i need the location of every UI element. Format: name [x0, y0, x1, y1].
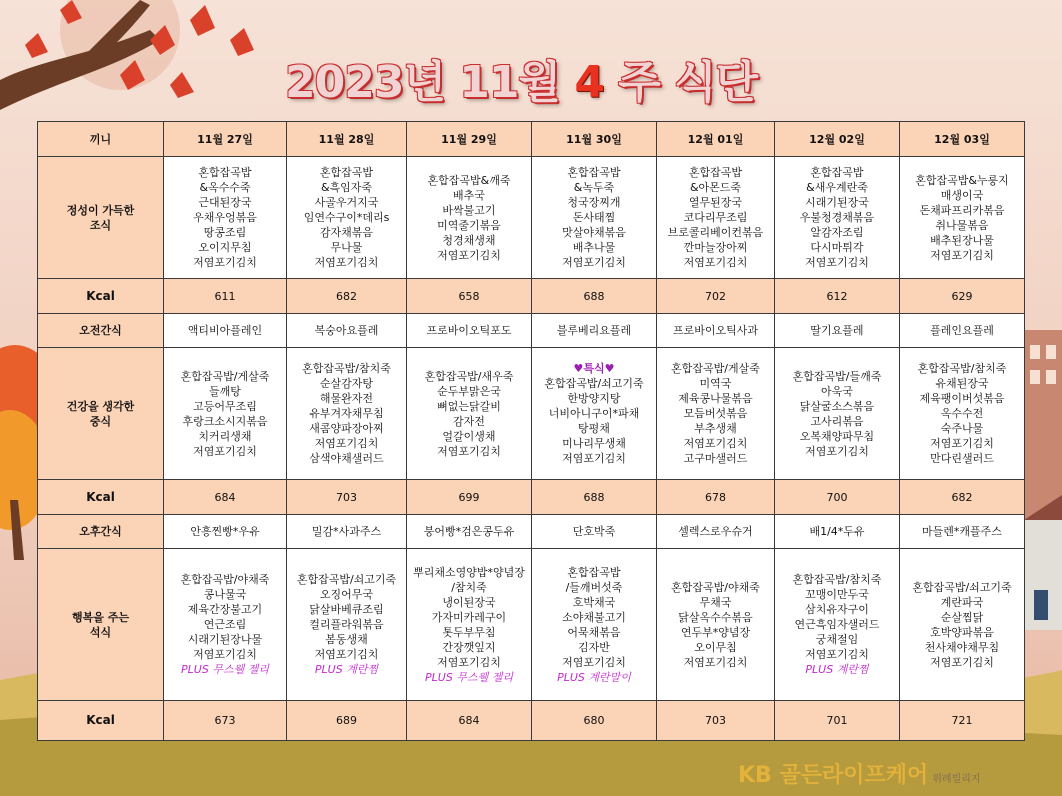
dish-item: 혼합잡곡밥/쇠고기죽	[912, 580, 1012, 594]
dish-item: 감자전	[453, 414, 485, 428]
company-logo: KB 골든라이프케어 위례빌리지	[738, 763, 981, 788]
dish-item: 들깨탕	[209, 384, 241, 398]
dish-item: 코다리무조림	[683, 211, 748, 224]
dish-item: 혼합잡곡밥/야채죽	[671, 580, 760, 594]
dish-item: 닭살굴소스볶음	[799, 399, 875, 413]
kcal-label: Kcal	[38, 480, 164, 515]
dish-item: 브로콜리베이컨볶음	[667, 226, 764, 239]
kcal-value: 678	[657, 480, 775, 515]
kcal-label: Kcal	[38, 279, 164, 314]
kcal-value: 688	[532, 279, 657, 314]
dish-item: 순살감자탕	[319, 377, 374, 390]
header-row	[38, 122, 1025, 157]
dish-item: 저염포기김치	[314, 437, 379, 450]
dish-item: 연근흑임자샐러드	[794, 618, 880, 631]
date-header: 12월 01일	[657, 122, 775, 157]
dish-item: 저염포기김치	[683, 256, 748, 269]
dish-item: 돈채파프리카볶음	[919, 203, 1005, 217]
dish-item: 치커리생채	[198, 429, 252, 443]
week-number: 4	[574, 57, 604, 108]
kcal-value: 629	[900, 279, 1025, 314]
date-header: 12월 02일	[775, 122, 900, 157]
dish-item: 아욱국	[821, 384, 853, 398]
dish-item: 호박양파볶음	[930, 625, 994, 639]
kcal-value: 682	[900, 480, 1025, 515]
dish-item: 해물완자전	[319, 392, 374, 405]
dish-item: 후랑크소시지볶음	[182, 414, 268, 428]
meal-cell	[287, 549, 407, 701]
dish-item: 맛살야채볶음	[562, 226, 626, 239]
page-title: 2023년 11월 4 주 식단	[285, 57, 758, 108]
dish-item: 김자반	[578, 640, 610, 654]
dish-item: 혼합잡곡밥/새우죽	[424, 369, 514, 383]
dish-item: 저염포기김치	[193, 648, 257, 661]
dish-item: 콩나물국	[203, 588, 247, 601]
dish-item: 유부겨자채무침	[309, 407, 384, 420]
snack-value: 밀감*사과주스	[287, 515, 407, 549]
dish-item: 미나리무생채	[562, 437, 626, 450]
meal-cell	[657, 549, 775, 701]
dish-item: 고사리볶음	[810, 414, 864, 428]
dish-item: 열무된장국	[688, 196, 743, 209]
dish-item: 혼합잡곡밥/야채죽	[180, 573, 270, 586]
snack-value: 마들렌*캐플주스	[900, 515, 1025, 549]
dish-item: 저염포기김치	[683, 437, 748, 450]
dish-item: 저염포기김치	[805, 444, 869, 458]
dish-item: 오복채양파무침	[799, 429, 875, 443]
meal-cell	[775, 157, 900, 279]
dish-item: /참치죽	[451, 580, 487, 594]
dish-item: 얼갈이생채	[442, 429, 496, 443]
snack-value: 프로바이오틱포도	[407, 314, 532, 348]
dish-item: 저염포기김치	[683, 655, 748, 669]
dish-item: 혼합잡곡밥/참치죽	[917, 362, 1007, 375]
dish-item: 저염포기김치	[193, 444, 257, 458]
dish-item: 너비아니구이*파채	[548, 407, 640, 420]
dish-item: 유채된장국	[935, 377, 989, 390]
dish-item: 혼합잡곡밥	[567, 166, 621, 179]
dish-item: 저염포기김치	[193, 256, 257, 269]
dish-item: 오이무침	[694, 640, 737, 654]
dish-item: 혼합잡곡밥/게살죽	[671, 362, 760, 375]
dish-item: 고구마샐러드	[683, 452, 748, 465]
dish-item: 저염포기김치	[314, 256, 379, 269]
meal-cell	[900, 549, 1025, 701]
dish-item: 혼합잡곡밥/참치죽	[302, 362, 391, 375]
dish-item: 옥수수전	[940, 407, 984, 420]
snack-value: 복숭아요플레	[287, 314, 407, 348]
meal-cell	[407, 549, 532, 701]
dish-item: 돈사태찜	[572, 211, 616, 224]
morning-snack-label: 오전간식	[38, 314, 164, 348]
dish-item: 매생이국	[940, 188, 984, 202]
dish-item: 제육콩나물볶음	[678, 392, 753, 405]
plus-dessert-item: PLUS 계란말이	[557, 670, 631, 684]
dish-item: 혼합잡곡밥	[319, 166, 374, 179]
dish-item: 간장깻잎지	[442, 640, 496, 654]
meal-cell	[532, 348, 657, 480]
meal-cell	[287, 348, 407, 480]
plus-dessert-item: PLUS 무스웰 젤리	[181, 663, 269, 676]
dish-item: 바싹불고기	[442, 203, 496, 217]
breakfast-label: 정성이 가득한 조식	[38, 157, 164, 279]
dish-item: 소야채불고기	[562, 610, 626, 624]
snack-value: 안흥찐빵*우유	[164, 515, 287, 549]
dish-item: 저염포기김치	[930, 248, 994, 262]
dish-item: 취나물볶음	[935, 218, 989, 232]
snack-value: 프로바이오틱사과	[657, 314, 775, 348]
dish-item: 무나물	[330, 241, 363, 254]
dish-item: &녹두죽	[573, 181, 615, 194]
dish-item: 천사채야채무침	[924, 640, 1000, 654]
dish-item: 탕평채	[578, 422, 610, 435]
dish-item: 혼합잡곡밥	[198, 166, 252, 179]
dish-item: 시래기된장나물	[187, 633, 263, 646]
dish-item: 삼색야채샐러드	[309, 452, 384, 465]
meal-cell	[287, 157, 407, 279]
dish-item: 저염포기김치	[562, 256, 626, 269]
dish-item: 오이지무침	[198, 241, 252, 254]
kcal-value: 658	[407, 279, 532, 314]
kcal-value: 611	[164, 279, 287, 314]
dish-item: 만다린샐러드	[930, 452, 994, 465]
kcal-value: 702	[657, 279, 775, 314]
meal-cell	[164, 549, 287, 701]
dish-item: 저염포기김치	[930, 437, 994, 450]
dish-item: 깐마늘장아찌	[683, 241, 748, 254]
date-header: 12월 03일	[900, 122, 1025, 157]
dish-item: 계란파국	[940, 595, 984, 609]
dish-item: 혼합잡곡밥/게살죽	[180, 369, 270, 383]
dish-item: 알감자조림	[810, 226, 864, 239]
dish-item: 배추된장나물	[930, 233, 994, 247]
dish-item: 감자채볶음	[319, 226, 374, 239]
dish-item: 청경채생채	[442, 233, 496, 247]
dish-item: 궁채절임	[815, 633, 859, 646]
dish-item: 연두부*양념장	[680, 625, 751, 639]
meal-cell	[900, 348, 1025, 480]
kcal-value: 700	[775, 480, 900, 515]
meal-cell	[775, 549, 900, 701]
kcal-value: 680	[532, 701, 657, 741]
dish-item: 봄동생채	[325, 633, 368, 646]
snack-value: 액티비아플레인	[164, 314, 287, 348]
dish-item: 우불청경채볶음	[799, 211, 875, 224]
dish-item: 혼합잡곡밥&누룽지	[915, 173, 1009, 187]
corner-label: 끼니	[38, 122, 164, 157]
snack-value: 블루베리요플레	[532, 314, 657, 348]
meal-cell	[532, 157, 657, 279]
meal-cell	[164, 348, 287, 480]
dish-item: 사골우거지국	[314, 196, 379, 209]
dish-item: 배추국	[453, 188, 485, 202]
kcal-value: 688	[532, 480, 657, 515]
dish-item: 다시마튀각	[810, 241, 864, 254]
kcal-value: 689	[287, 701, 407, 741]
kcal-value: 699	[407, 480, 532, 515]
dish-item: 어묵채볶음	[567, 625, 621, 639]
lunch-label: 건강을 생각한 중식	[38, 348, 164, 480]
dish-item: 닭살옥수수볶음	[678, 610, 753, 624]
date-header: 11월 29일	[407, 122, 532, 157]
kcal-value: 701	[775, 701, 900, 741]
weekly-menu-table	[37, 121, 1025, 741]
dish-item: 꼬맹이만두국	[805, 588, 869, 601]
dish-item: 혼합잡곡밥	[688, 166, 743, 179]
special-meal-badge: ♥특식♥	[573, 362, 615, 375]
dish-item: 컬리플라워볶음	[309, 618, 384, 631]
dish-item: 모듬버섯볶음	[683, 407, 748, 420]
dish-item: 청국장찌개	[567, 196, 621, 209]
kcal-value: 703	[657, 701, 775, 741]
snack-value: 셀렉스로우슈거	[657, 515, 775, 549]
dish-item: 혼합잡곡밥/쇠고기죽	[296, 573, 397, 586]
dish-item: 저염포기김치	[437, 655, 501, 669]
kcal-value: 703	[287, 480, 407, 515]
meal-cell	[164, 157, 287, 279]
morning-snack-row	[38, 314, 1025, 348]
dish-item: 순살찜닭	[940, 610, 984, 624]
dish-item: 우채우엉볶음	[193, 211, 257, 224]
dish-item: 저염포기김치	[805, 256, 869, 269]
dish-item: 저염포기김치	[437, 444, 501, 458]
dish-item: 한방양지탕	[567, 392, 621, 405]
dish-item: 저염포기김치	[805, 648, 869, 661]
dish-item: 혼합잡곡밥/들깨죽	[792, 369, 882, 383]
dish-item: 임연수구이*데리s	[303, 211, 390, 224]
dish-item: 뼈없는닭갈비	[437, 399, 501, 413]
dish-item: 무채국	[699, 595, 732, 609]
kcal-label: Kcal	[38, 701, 164, 741]
snack-value: 플레인요플레	[900, 314, 1025, 348]
plus-dessert-item: PLUS 계란찜	[805, 663, 869, 676]
dish-item: 호박채국	[572, 595, 616, 609]
dish-item: 제육팽이버섯볶음	[919, 392, 1005, 405]
meal-cell	[775, 348, 900, 480]
dish-item: 새콤양파장아찌	[309, 422, 384, 435]
dish-item: 저염포기김치	[930, 655, 994, 669]
breakfast-row	[38, 157, 1025, 279]
meal-cell	[657, 348, 775, 480]
dish-item: 혼합잡곡밥	[567, 565, 621, 579]
kcal-value: 721	[900, 701, 1025, 741]
dish-item: 가자미카레구이	[431, 610, 507, 624]
plus-dessert-item: PLUS 계란찜	[314, 663, 379, 676]
dish-item: 저염포기김치	[314, 648, 379, 661]
dish-item: 땅콩조림	[203, 226, 247, 239]
afternoon-snack-row	[38, 515, 1025, 549]
dish-item: 제육간장불고기	[187, 603, 263, 616]
snack-value: 딸기요플레	[775, 314, 900, 348]
dish-item: 배추나물	[572, 241, 616, 254]
dish-item: 혼합잡곡밥&깨죽	[427, 173, 511, 187]
dinner-label: 행복을 주는 석식	[38, 549, 164, 701]
dish-item: 부추생채	[694, 422, 737, 435]
date-header: 11월 28일	[287, 122, 407, 157]
dish-item: 고등어무조림	[193, 399, 257, 413]
dish-item: 미역국	[699, 377, 732, 390]
dish-item: 저염포기김치	[437, 248, 501, 262]
date-header: 11월 30일	[532, 122, 657, 157]
lunch-kcal-row	[38, 480, 1025, 515]
afternoon-snack-label: 오후간식	[38, 515, 164, 549]
lunch-row	[38, 348, 1025, 480]
dish-item: &옥수수죽	[199, 181, 251, 194]
dish-item: 숙주나물	[940, 422, 984, 435]
dish-item: 순두부맑은국	[437, 384, 501, 398]
dish-item: 냉이된장국	[442, 595, 496, 609]
dish-item: 저염포기김치	[562, 452, 626, 465]
kcal-value: 612	[775, 279, 900, 314]
dish-item: 톳두부무침	[442, 625, 496, 639]
dish-item: 저염포기김치	[562, 655, 626, 669]
kcal-value: 682	[287, 279, 407, 314]
snack-value: 단호박죽	[532, 515, 657, 549]
dish-item: 혼합잡곡밥/쇠고기죽	[544, 377, 644, 390]
meal-cell	[532, 549, 657, 701]
date-header: 11월 27일	[164, 122, 287, 157]
breakfast-kcal-row	[38, 279, 1025, 314]
kcal-value: 673	[164, 701, 287, 741]
dinner-row	[38, 549, 1025, 701]
dish-item: 혼합잡곡밥	[810, 166, 864, 179]
dish-item: 뿌리채소영양밥*양념장	[413, 565, 525, 579]
snack-value: 배1/4*두유	[775, 515, 900, 549]
dish-item: 시래기된장국	[805, 196, 869, 209]
kcal-value: 684	[407, 701, 532, 741]
dish-item: &아몬드죽	[689, 181, 742, 194]
dish-item: 오징어무국	[319, 588, 374, 601]
dish-item: &흑임자죽	[320, 181, 373, 194]
snack-value: 붕어빵*검은콩두유	[407, 515, 532, 549]
meal-cell	[657, 157, 775, 279]
dish-item: 삼치유자구이	[805, 603, 869, 616]
meal-cell	[407, 348, 532, 480]
plus-dessert-item: PLUS 무스웰 젤리	[425, 670, 513, 684]
dinner-kcal-row	[38, 701, 1025, 741]
meal-cell	[900, 157, 1025, 279]
meal-cell	[407, 157, 532, 279]
dish-item: 근대된장국	[198, 196, 252, 209]
dish-item: 연근조림	[203, 618, 247, 631]
dish-item: /들깨버섯죽	[565, 580, 623, 594]
dish-item: 닭살바베큐조림	[309, 603, 384, 616]
dish-item: 미역줄기볶음	[437, 218, 501, 232]
dish-item: &새우계란죽	[806, 181, 868, 194]
dish-item: 혼합잡곡밥/참치죽	[792, 573, 882, 586]
kcal-value: 684	[164, 480, 287, 515]
